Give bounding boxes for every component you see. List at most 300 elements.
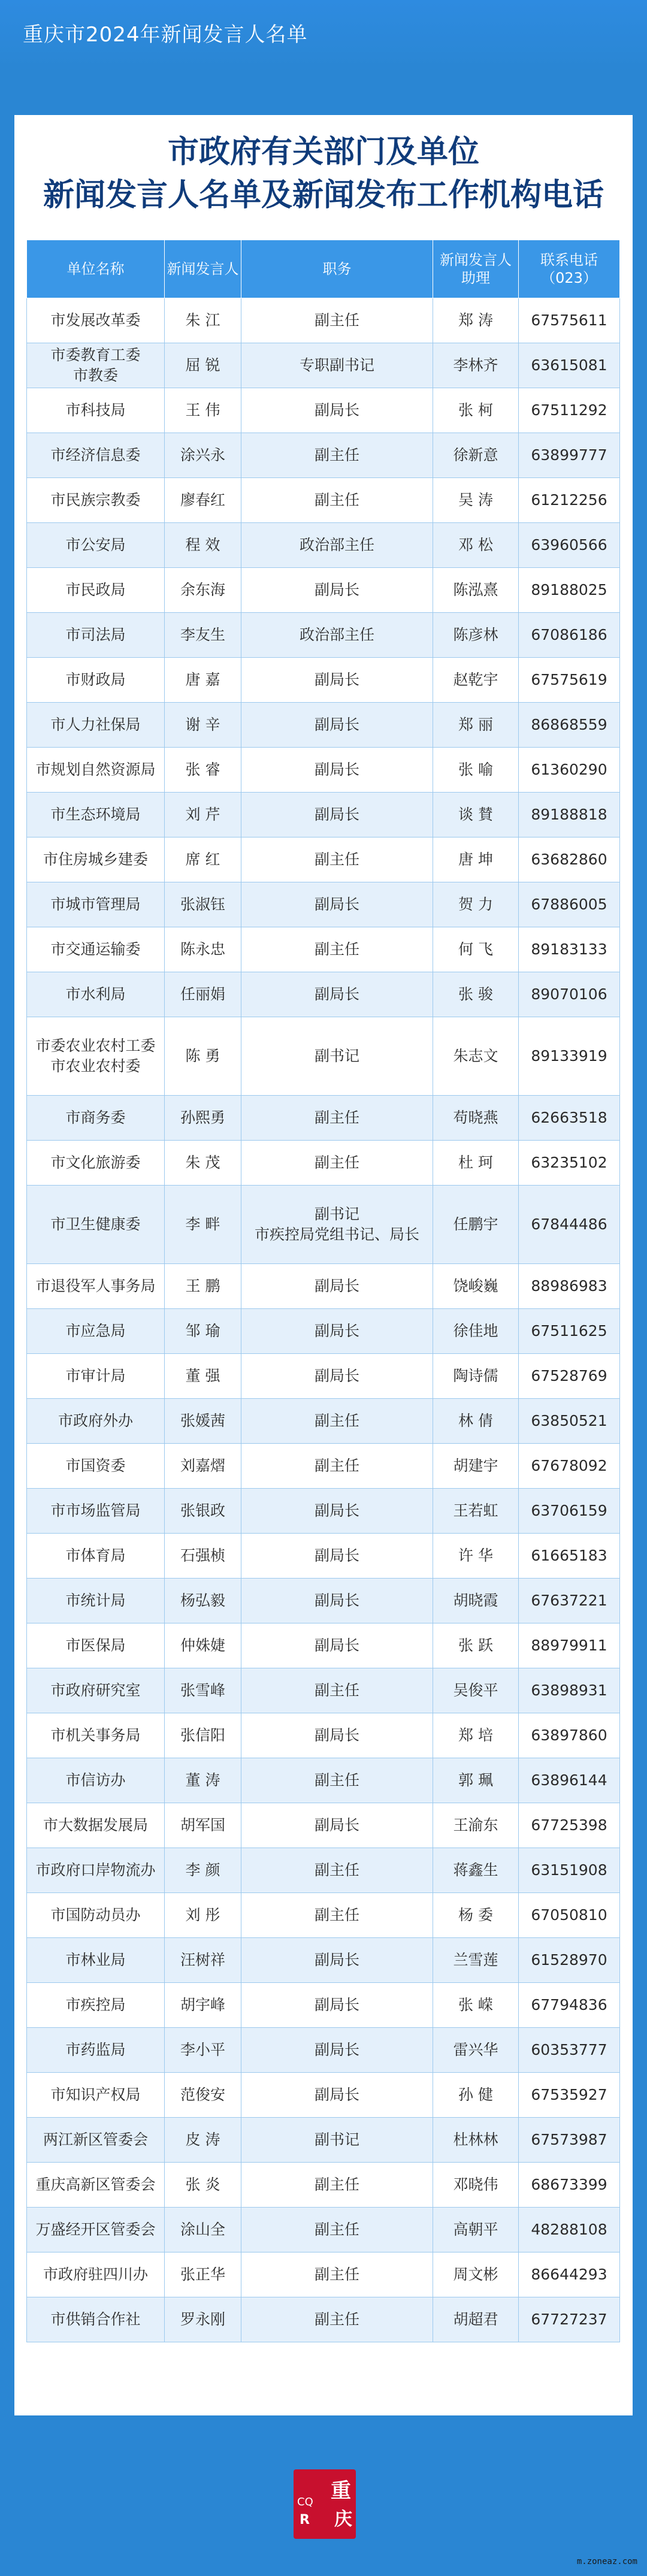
cell-assistant-text: 林 倩	[458, 1412, 493, 1429]
cell-spokesperson-text: 胡宇峰	[180, 1996, 225, 2013]
cell-assistant	[433, 1141, 519, 1186]
table-row	[27, 1534, 620, 1579]
cell-unit	[27, 658, 165, 703]
cell-position-text: 副主任	[314, 851, 359, 868]
cell-assistant	[433, 793, 519, 837]
cell-position	[241, 1803, 433, 1848]
header-phone-line2: （023）	[541, 270, 597, 286]
cell-phone	[519, 1096, 620, 1141]
cell-phone	[519, 1534, 620, 1579]
cell-spokesperson	[165, 1983, 241, 2028]
cell-spokesperson-text: 刘 彤	[185, 1906, 220, 1924]
cell-spokesperson	[165, 1096, 241, 1141]
cell-position	[241, 2208, 433, 2253]
cell-assistant-text: 胡超君	[453, 2311, 498, 2328]
cell-spokesperson	[165, 1141, 241, 1186]
cell-spokesperson	[165, 703, 241, 748]
cell-unit-text: 市医保局	[65, 1637, 126, 1654]
cell-phone-text: 61528970	[531, 1951, 607, 1969]
cell-position	[241, 2118, 433, 2163]
cell-unit-text: 市民族宗教委	[50, 491, 141, 509]
cell-unit	[27, 1489, 165, 1534]
header-assistant	[433, 240, 519, 298]
cell-unit-text: 市政府驻四川办	[43, 2266, 148, 2283]
cell-unit-text: 市林业局	[65, 1951, 126, 1969]
cell-position-text: 市疾控局党组书记、局长	[254, 1226, 419, 1243]
cell-spokesperson-text: 孙熙勇	[180, 1109, 225, 1126]
cell-position	[241, 1983, 433, 2028]
table-row	[27, 1713, 620, 1758]
cell-spokesperson-text: 张雪峰	[180, 1682, 225, 1699]
cell-phone	[519, 568, 620, 613]
cell-assistant-text: 张 柯	[458, 401, 493, 419]
cell-position-text: 副局长	[314, 1502, 359, 1519]
cell-phone-text: 48288108	[531, 2221, 607, 2238]
cell-assistant-text: 郑 培	[458, 1727, 493, 1744]
cell-assistant	[433, 298, 519, 343]
cell-spokesperson	[165, 1186, 241, 1264]
cell-phone	[519, 1579, 620, 1623]
cell-assistant-text: 陶诗儒	[453, 1367, 498, 1384]
cell-unit-text: 市机关事务局	[50, 1727, 141, 1744]
cell-unit	[27, 1264, 165, 1309]
cell-assistant-text: 王渝东	[453, 1816, 498, 1834]
cell-spokesperson-text: 董 强	[185, 1367, 220, 1384]
header-unit: 单位名称	[27, 240, 165, 298]
cell-spokesperson-text: 皮 涛	[185, 2131, 220, 2148]
cell-phone-text: 89133919	[531, 1047, 607, 1065]
cell-phone-text: 63151908	[531, 1861, 607, 1879]
cell-phone	[519, 1623, 620, 1668]
cell-phone-text: 67575619	[531, 671, 607, 688]
cell-unit-text: 市生态环境局	[50, 806, 141, 823]
cell-unit	[27, 568, 165, 613]
cell-position-text: 副局长	[314, 896, 359, 913]
cell-unit	[27, 433, 165, 478]
cell-phone	[519, 2028, 620, 2073]
cell-spokesperson-text: 谢 辛	[185, 716, 220, 733]
table-row	[27, 298, 620, 343]
table-row	[27, 748, 620, 793]
cell-assistant	[433, 2028, 519, 2073]
cell-spokesperson-text: 张正华	[180, 2266, 225, 2283]
cell-position	[241, 703, 433, 748]
cell-phone-text: 67844486	[531, 1216, 607, 1233]
table-row	[27, 1848, 620, 1893]
cell-position-text: 副主任	[314, 2221, 359, 2238]
cell-position	[241, 1309, 433, 1354]
cell-position	[241, 2253, 433, 2297]
cell-assistant	[433, 1938, 519, 1983]
cell-spokesperson-text: 张信阳	[180, 1727, 225, 1744]
cell-position-text: 副主任	[314, 1412, 359, 1429]
cell-spokesperson	[165, 1848, 241, 1893]
cell-phone-text: 89188818	[531, 806, 607, 823]
cell-unit	[27, 882, 165, 927]
cell-unit-text: 市城市管理局	[50, 896, 141, 913]
cell-position	[241, 1668, 433, 1713]
cell-assistant	[433, 1983, 519, 2028]
cell-position-text: 政治部主任	[299, 626, 374, 643]
cell-unit	[27, 2208, 165, 2253]
table-row	[27, 1141, 620, 1186]
cell-phone-text: 67886005	[531, 896, 607, 913]
cell-unit	[27, 1893, 165, 1938]
table-row	[27, 793, 620, 837]
cell-position	[241, 1186, 433, 1264]
cell-position	[241, 2297, 433, 2342]
logo-cq: CQ	[297, 2496, 313, 2508]
cell-spokesperson	[165, 1399, 241, 1444]
card-title-line1: 市政府有关部门及单位	[167, 134, 479, 170]
cell-unit	[27, 1579, 165, 1623]
cell-unit-text: 市人力社保局	[50, 716, 141, 733]
cell-position	[241, 1579, 433, 1623]
cell-phone-text: 63960566	[531, 536, 607, 554]
cell-phone-text: 67725398	[531, 1816, 607, 1834]
cell-spokesperson	[165, 2208, 241, 2253]
table-row	[27, 1017, 620, 1096]
cell-unit-text: 市政府研究室	[50, 1682, 141, 1699]
cell-assistant	[433, 1758, 519, 1803]
cell-spokesperson-text: 唐 嘉	[185, 671, 220, 688]
cell-phone	[519, 523, 620, 568]
cell-position-text: 副局长	[314, 1637, 359, 1654]
cell-position-text: 副主任	[314, 1906, 359, 1924]
card-title-line2: 新闻发言人名单及新闻发布工作机构电话	[43, 177, 604, 213]
cell-spokesperson	[165, 568, 241, 613]
cell-position-text: 副局长	[314, 1996, 359, 2013]
cell-unit-text: 重庆高新区管委会	[35, 2176, 156, 2193]
cell-phone-text: 88986983	[531, 1277, 607, 1295]
cell-assistant-text: 何 飞	[458, 941, 493, 958]
cell-phone-text: 89183133	[531, 941, 607, 958]
cell-phone-text: 86644293	[531, 2266, 607, 2283]
table-row	[27, 658, 620, 703]
cell-spokesperson	[165, 1354, 241, 1399]
cell-position	[241, 793, 433, 837]
cell-unit-text: 市规划自然资源局	[35, 761, 156, 778]
table-row	[27, 613, 620, 658]
cell-assistant	[433, 748, 519, 793]
cell-assistant	[433, 1623, 519, 1668]
cell-phone	[519, 1668, 620, 1713]
cell-position	[241, 1848, 433, 1893]
table-row	[27, 2073, 620, 2118]
table-row	[27, 1309, 620, 1354]
table-row	[27, 2118, 620, 2163]
cell-phone-text: 67086186	[531, 626, 607, 643]
cell-assistant-text: 胡建宇	[453, 1457, 498, 1474]
table-row	[27, 927, 620, 972]
cell-phone-text: 61212256	[531, 491, 607, 509]
cell-phone-text: 63899777	[531, 446, 607, 464]
cell-phone	[519, 927, 620, 972]
cell-phone	[519, 1309, 620, 1354]
cell-phone	[519, 2073, 620, 2118]
cell-spokesperson	[165, 433, 241, 478]
cell-position	[241, 478, 433, 523]
cell-position	[241, 1489, 433, 1534]
table-body	[27, 298, 620, 2342]
table-row	[27, 433, 620, 478]
cell-position-text: 副局长	[314, 671, 359, 688]
cell-unit	[27, 927, 165, 972]
cell-assistant	[433, 927, 519, 972]
cell-spokesperson-text: 陈永忠	[180, 941, 225, 958]
table-row	[27, 1096, 620, 1141]
cell-position-text: 副主任	[314, 941, 359, 958]
cell-phone-text: 67573987	[531, 2131, 607, 2148]
cell-position-text: 副局长	[314, 806, 359, 823]
cell-spokesperson	[165, 1444, 241, 1489]
cell-assistant	[433, 1354, 519, 1399]
cell-spokesperson-text: 王 伟	[185, 401, 220, 419]
cell-unit-text: 市委农业农村工委	[35, 1037, 156, 1054]
cell-spokesperson	[165, 2118, 241, 2163]
cell-phone	[519, 1186, 620, 1264]
cell-assistant	[433, 1186, 519, 1264]
cell-position	[241, 523, 433, 568]
cell-assistant-text: 张 嵘	[458, 1996, 493, 2013]
cell-spokesperson-text: 张银政	[180, 1502, 225, 1519]
cell-spokesperson	[165, 882, 241, 927]
table-row	[27, 1264, 620, 1309]
cell-unit	[27, 478, 165, 523]
cell-spokesperson	[165, 478, 241, 523]
table-row	[27, 1983, 620, 2028]
cell-spokesperson-text: 朱 江	[185, 312, 220, 329]
cell-assistant-text: 王若虹	[453, 1502, 498, 1519]
cell-position	[241, 1141, 433, 1186]
cell-spokesperson-text: 张淑钰	[180, 896, 225, 913]
table-row	[27, 568, 620, 613]
cell-phone-text: 63615081	[531, 356, 607, 374]
cell-spokesperson	[165, 343, 241, 388]
cell-phone	[519, 1893, 620, 1938]
cell-assistant-text: 徐新意	[453, 446, 498, 464]
cell-unit-text: 两江新区管委会	[43, 2131, 148, 2148]
cell-spokesperson	[165, 1668, 241, 1713]
cell-unit-text: 市农业农村委	[50, 1057, 141, 1075]
cell-phone	[519, 2253, 620, 2297]
cell-assistant	[433, 1668, 519, 1713]
cell-phone	[519, 478, 620, 523]
cell-position-text: 副局长	[314, 716, 359, 733]
cell-position-text: 副局长	[314, 1951, 359, 1969]
cell-spokesperson	[165, 927, 241, 972]
cell-phone	[519, 1444, 620, 1489]
cell-position	[241, 343, 433, 388]
cell-unit-text: 市发展改革委	[50, 312, 141, 329]
header-position: 职务	[241, 240, 433, 298]
cell-assistant-text: 赵乾宇	[453, 671, 498, 688]
cell-unit	[27, 1309, 165, 1354]
chongqing-release-logo	[294, 2469, 356, 2539]
cell-assistant-text: 高朝平	[453, 2221, 498, 2238]
cell-position	[241, 298, 433, 343]
cell-position	[241, 1096, 433, 1141]
cell-assistant-text: 邓晓伟	[453, 2176, 498, 2193]
cell-assistant	[433, 1096, 519, 1141]
cell-spokesperson	[165, 1938, 241, 1983]
cell-assistant	[433, 1309, 519, 1354]
table-row	[27, 1623, 620, 1668]
cell-spokesperson-text: 张 炎	[185, 2176, 220, 2193]
cell-spokesperson	[165, 748, 241, 793]
cell-spokesperson-text: 刘 芹	[185, 806, 220, 823]
table-row	[27, 972, 620, 1017]
cell-spokesperson-text: 廖春红	[180, 491, 225, 509]
cell-phone	[519, 1938, 620, 1983]
table-row	[27, 1579, 620, 1623]
table-row	[27, 343, 620, 388]
cell-assistant-text: 郑 涛	[458, 312, 493, 329]
cell-assistant-text: 胡晓霞	[453, 1592, 498, 1609]
cell-phone-text: 61665183	[531, 1547, 607, 1564]
table-row	[27, 1668, 620, 1713]
cell-phone	[519, 1848, 620, 1893]
cell-unit-text: 市审计局	[65, 1367, 126, 1384]
cell-spokesperson	[165, 388, 241, 433]
cell-unit-text: 市供销合作社	[50, 2311, 141, 2328]
table-row	[27, 837, 620, 882]
cell-position-text: 副主任	[314, 1457, 359, 1474]
cell-position	[241, 1758, 433, 1803]
cell-assistant	[433, 478, 519, 523]
cell-assistant	[433, 1713, 519, 1758]
cell-position-text: 副局长	[314, 581, 359, 598]
cell-unit-text: 市财政局	[65, 671, 126, 688]
cell-unit-text: 市教委	[72, 367, 118, 384]
cell-position	[241, 1938, 433, 1983]
cell-assistant-text: 邓 松	[458, 536, 493, 554]
cell-unit-text: 市文化旅游委	[50, 1154, 141, 1171]
table-row	[27, 2028, 620, 2073]
cell-assistant	[433, 1489, 519, 1534]
cell-assistant-text: 张 骏	[458, 985, 493, 1003]
cell-assistant-text: 吴俊平	[453, 1682, 498, 1699]
cell-unit	[27, 2028, 165, 2073]
logo-char-1: 重	[331, 2479, 351, 2503]
cell-unit-text: 市科技局	[65, 401, 126, 419]
table-row	[27, 1354, 620, 1399]
cell-unit	[27, 1938, 165, 1983]
cell-spokesperson	[165, 1489, 241, 1534]
cell-position-text: 专职副书记	[299, 356, 374, 374]
cell-position-text: 副局长	[314, 1592, 359, 1609]
cell-position-text: 副局长	[314, 1277, 359, 1295]
cell-assistant	[433, 1264, 519, 1309]
cell-spokesperson	[165, 972, 241, 1017]
cell-position-text: 副局长	[314, 1727, 359, 1744]
cell-assistant-text: 孙 健	[458, 2086, 493, 2103]
cell-phone	[519, 837, 620, 882]
cell-position	[241, 1017, 433, 1096]
cell-position-text: 副书记	[314, 1047, 359, 1065]
cell-phone	[519, 2163, 620, 2208]
cell-position	[241, 927, 433, 972]
cell-unit	[27, 1096, 165, 1141]
cell-position	[241, 1534, 433, 1579]
cell-phone	[519, 1399, 620, 1444]
cell-spokesperson-text: 涂兴永	[180, 446, 225, 464]
cell-position	[241, 748, 433, 793]
cell-unit-text: 万盛经开区管委会	[35, 2221, 156, 2238]
cell-spokesperson	[165, 523, 241, 568]
cell-phone	[519, 1983, 620, 2028]
cell-position-text: 副局长	[314, 2041, 359, 2058]
cell-assistant-text: 兰雪莲	[453, 1951, 498, 1969]
table-row	[27, 1399, 620, 1444]
cell-spokesperson-text: 陈 勇	[185, 1047, 220, 1065]
cell-assistant-text: 贺 力	[458, 896, 493, 913]
cell-phone	[519, 748, 620, 793]
cell-phone-text: 62663518	[531, 1109, 607, 1126]
cell-position-text: 副主任	[314, 491, 359, 509]
table-row	[27, 1893, 620, 1938]
cell-spokesperson	[165, 2253, 241, 2297]
cell-phone-text: 63897860	[531, 1727, 607, 1744]
cell-unit	[27, 1803, 165, 1848]
cell-unit	[27, 2073, 165, 2118]
cell-position	[241, 1713, 433, 1758]
cell-assistant	[433, 703, 519, 748]
table-row	[27, 523, 620, 568]
cell-assistant	[433, 2208, 519, 2253]
logo-char-2: 庆	[334, 2509, 352, 2530]
table-row	[27, 1186, 620, 1264]
cell-phone	[519, 298, 620, 343]
cell-assistant	[433, 1893, 519, 1938]
cell-assistant	[433, 1017, 519, 1096]
cell-assistant	[433, 2073, 519, 2118]
cell-assistant-text: 苟晓燕	[453, 1109, 498, 1126]
cell-unit-text: 市公安局	[65, 536, 126, 554]
cell-phone	[519, 1758, 620, 1803]
cell-phone-text: 60353777	[531, 2041, 607, 2058]
cell-spokesperson	[165, 1264, 241, 1309]
cell-assistant	[433, 2163, 519, 2208]
cell-spokesperson-text: 张媛茜	[180, 1412, 225, 1429]
cell-assistant-text: 李林齐	[453, 356, 498, 374]
cell-unit-text: 市商务委	[65, 1109, 126, 1126]
cell-unit-text: 市统计局	[65, 1592, 126, 1609]
cell-assistant-text: 张 喻	[458, 761, 493, 778]
cell-spokesperson	[165, 2028, 241, 2073]
header-assistant-line1: 新闻发言人	[440, 252, 512, 268]
cell-phone	[519, 2118, 620, 2163]
cell-unit	[27, 298, 165, 343]
top-banner	[0, 0, 647, 72]
cell-assistant	[433, 388, 519, 433]
cell-phone-text: 89070106	[531, 985, 607, 1003]
cell-spokesperson-text: 胡军国	[180, 1816, 225, 1834]
table-row	[27, 2208, 620, 2253]
cell-phone	[519, 433, 620, 478]
header-spokesperson: 新闻发言人	[165, 240, 241, 298]
cell-unit	[27, 1017, 165, 1096]
cell-position-text: 副书记	[314, 2131, 359, 2148]
cell-phone-text: 63896144	[531, 1771, 607, 1789]
cell-unit-text: 市交通运输委	[50, 941, 141, 958]
cell-position-text: 副主任	[314, 1154, 359, 1171]
cell-assistant-text: 杨 委	[458, 1906, 493, 1924]
table-row	[27, 2163, 620, 2208]
cell-assistant	[433, 1803, 519, 1848]
cell-spokesperson	[165, 1623, 241, 1668]
table-row	[27, 1803, 620, 1848]
